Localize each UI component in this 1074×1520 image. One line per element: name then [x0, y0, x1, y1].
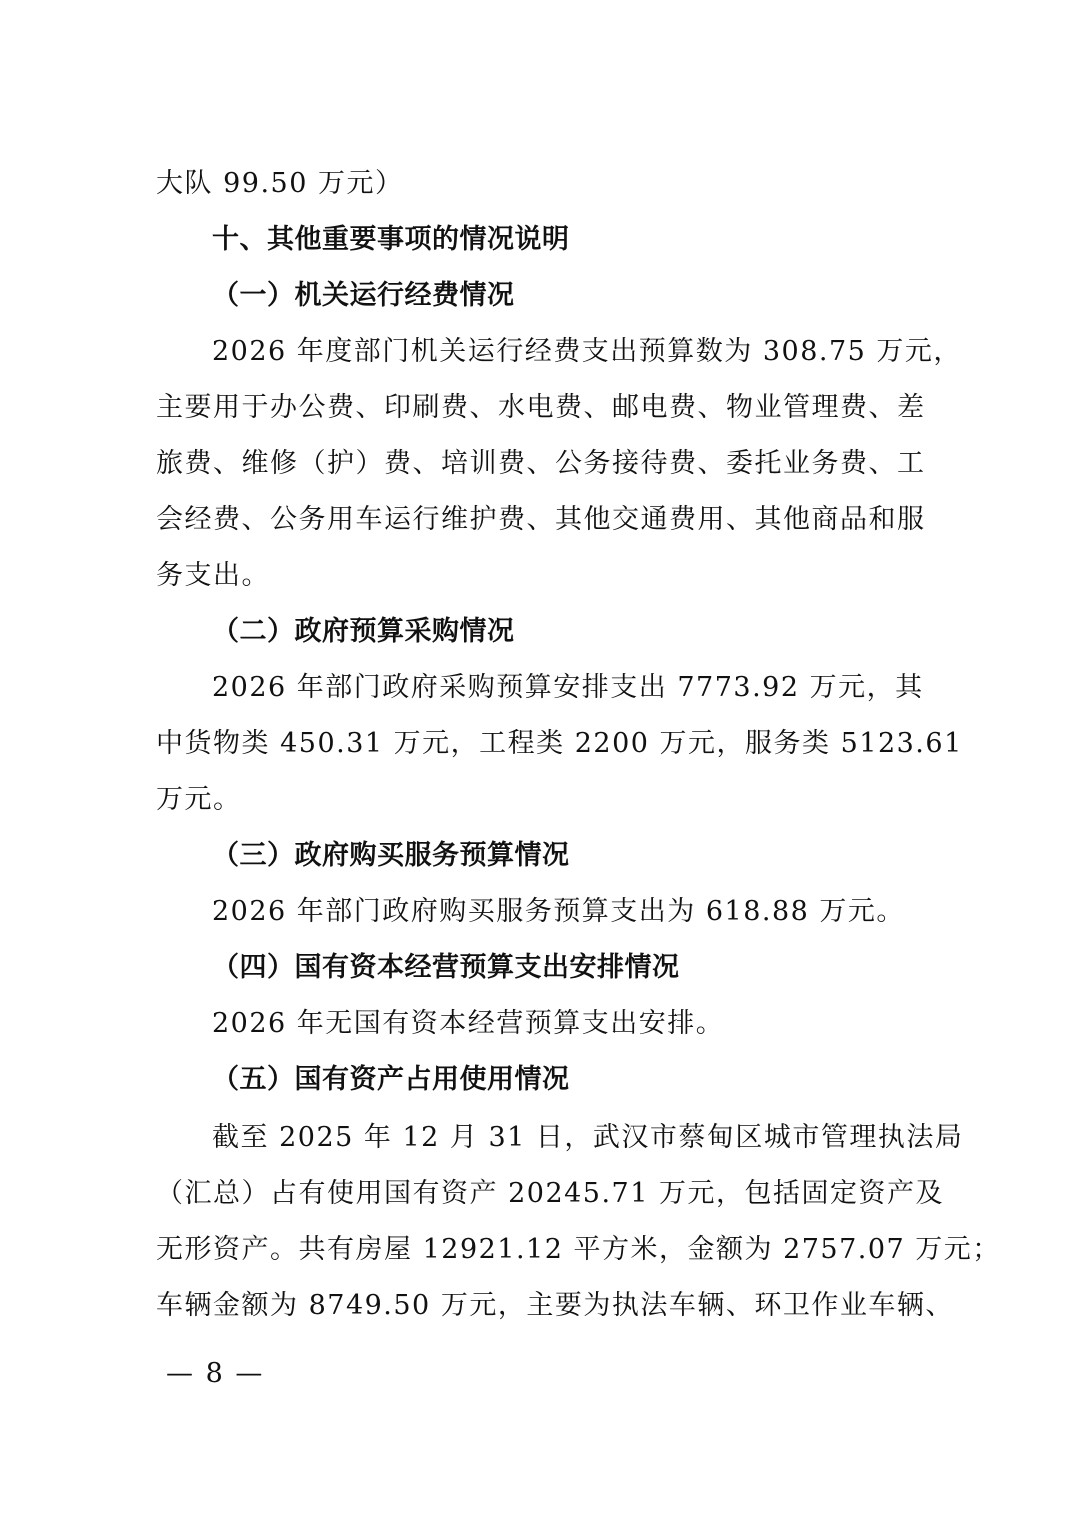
- text-line: 万元。: [156, 784, 242, 815]
- subsection-heading: （一）机关运行经费情况: [212, 280, 515, 311]
- text-line: 务支出。: [156, 560, 270, 591]
- text-line: 2026 年部门政府购买服务预算支出为 618.88 万元。: [212, 896, 905, 927]
- subsection-heading: （四）国有资本经营预算支出安排情况: [212, 952, 680, 983]
- section-heading: 十、其他重要事项的情况说明: [212, 224, 570, 255]
- text-line: 旅费、维修（护）费、培训费、公务接待费、委托业务费、工: [156, 448, 926, 479]
- subsection-heading: （二）政府预算采购情况: [212, 616, 515, 647]
- text-line: 截至 2025 年 12 月 31 日，武汉市蔡甸区城市管理执法局: [212, 1122, 964, 1153]
- text-line: 主要用于办公费、印刷费、水电费、邮电费、物业管理费、差: [156, 392, 926, 423]
- text-line: 车辆金额为 8749.50 万元，主要为执法车辆、环卫作业车辆、: [156, 1290, 954, 1321]
- text-line: 2026 年度部门机关运行经费支出预算数为 308.75 万元，: [212, 336, 962, 367]
- text-line: 会经费、公务用车运行维护费、其他交通费用、其他商品和服: [156, 504, 926, 535]
- text-line: 2026 年无国有资本经营预算支出安排。: [212, 1008, 725, 1039]
- subsection-heading: （五）国有资产占用使用情况: [212, 1064, 570, 1095]
- subsection-heading: （三）政府购买服务预算情况: [212, 840, 570, 871]
- text-line: 2026 年部门政府采购预算安排支出 7773.92 万元，其: [212, 672, 924, 703]
- text-line: 中货物类 450.31 万元，工程类 2200 万元，服务类 5123.61: [156, 728, 963, 759]
- page-number: — 8 —: [166, 1358, 265, 1389]
- text-line: （汇总）占有使用国有资产 20245.71 万元，包括固定资产及: [156, 1178, 944, 1209]
- text-line: 大队 99.50 万元）: [156, 168, 404, 199]
- text-line: 无形资产。共有房屋 12921.12 平方米，金额为 2757.07 万元；: [156, 1234, 1001, 1265]
